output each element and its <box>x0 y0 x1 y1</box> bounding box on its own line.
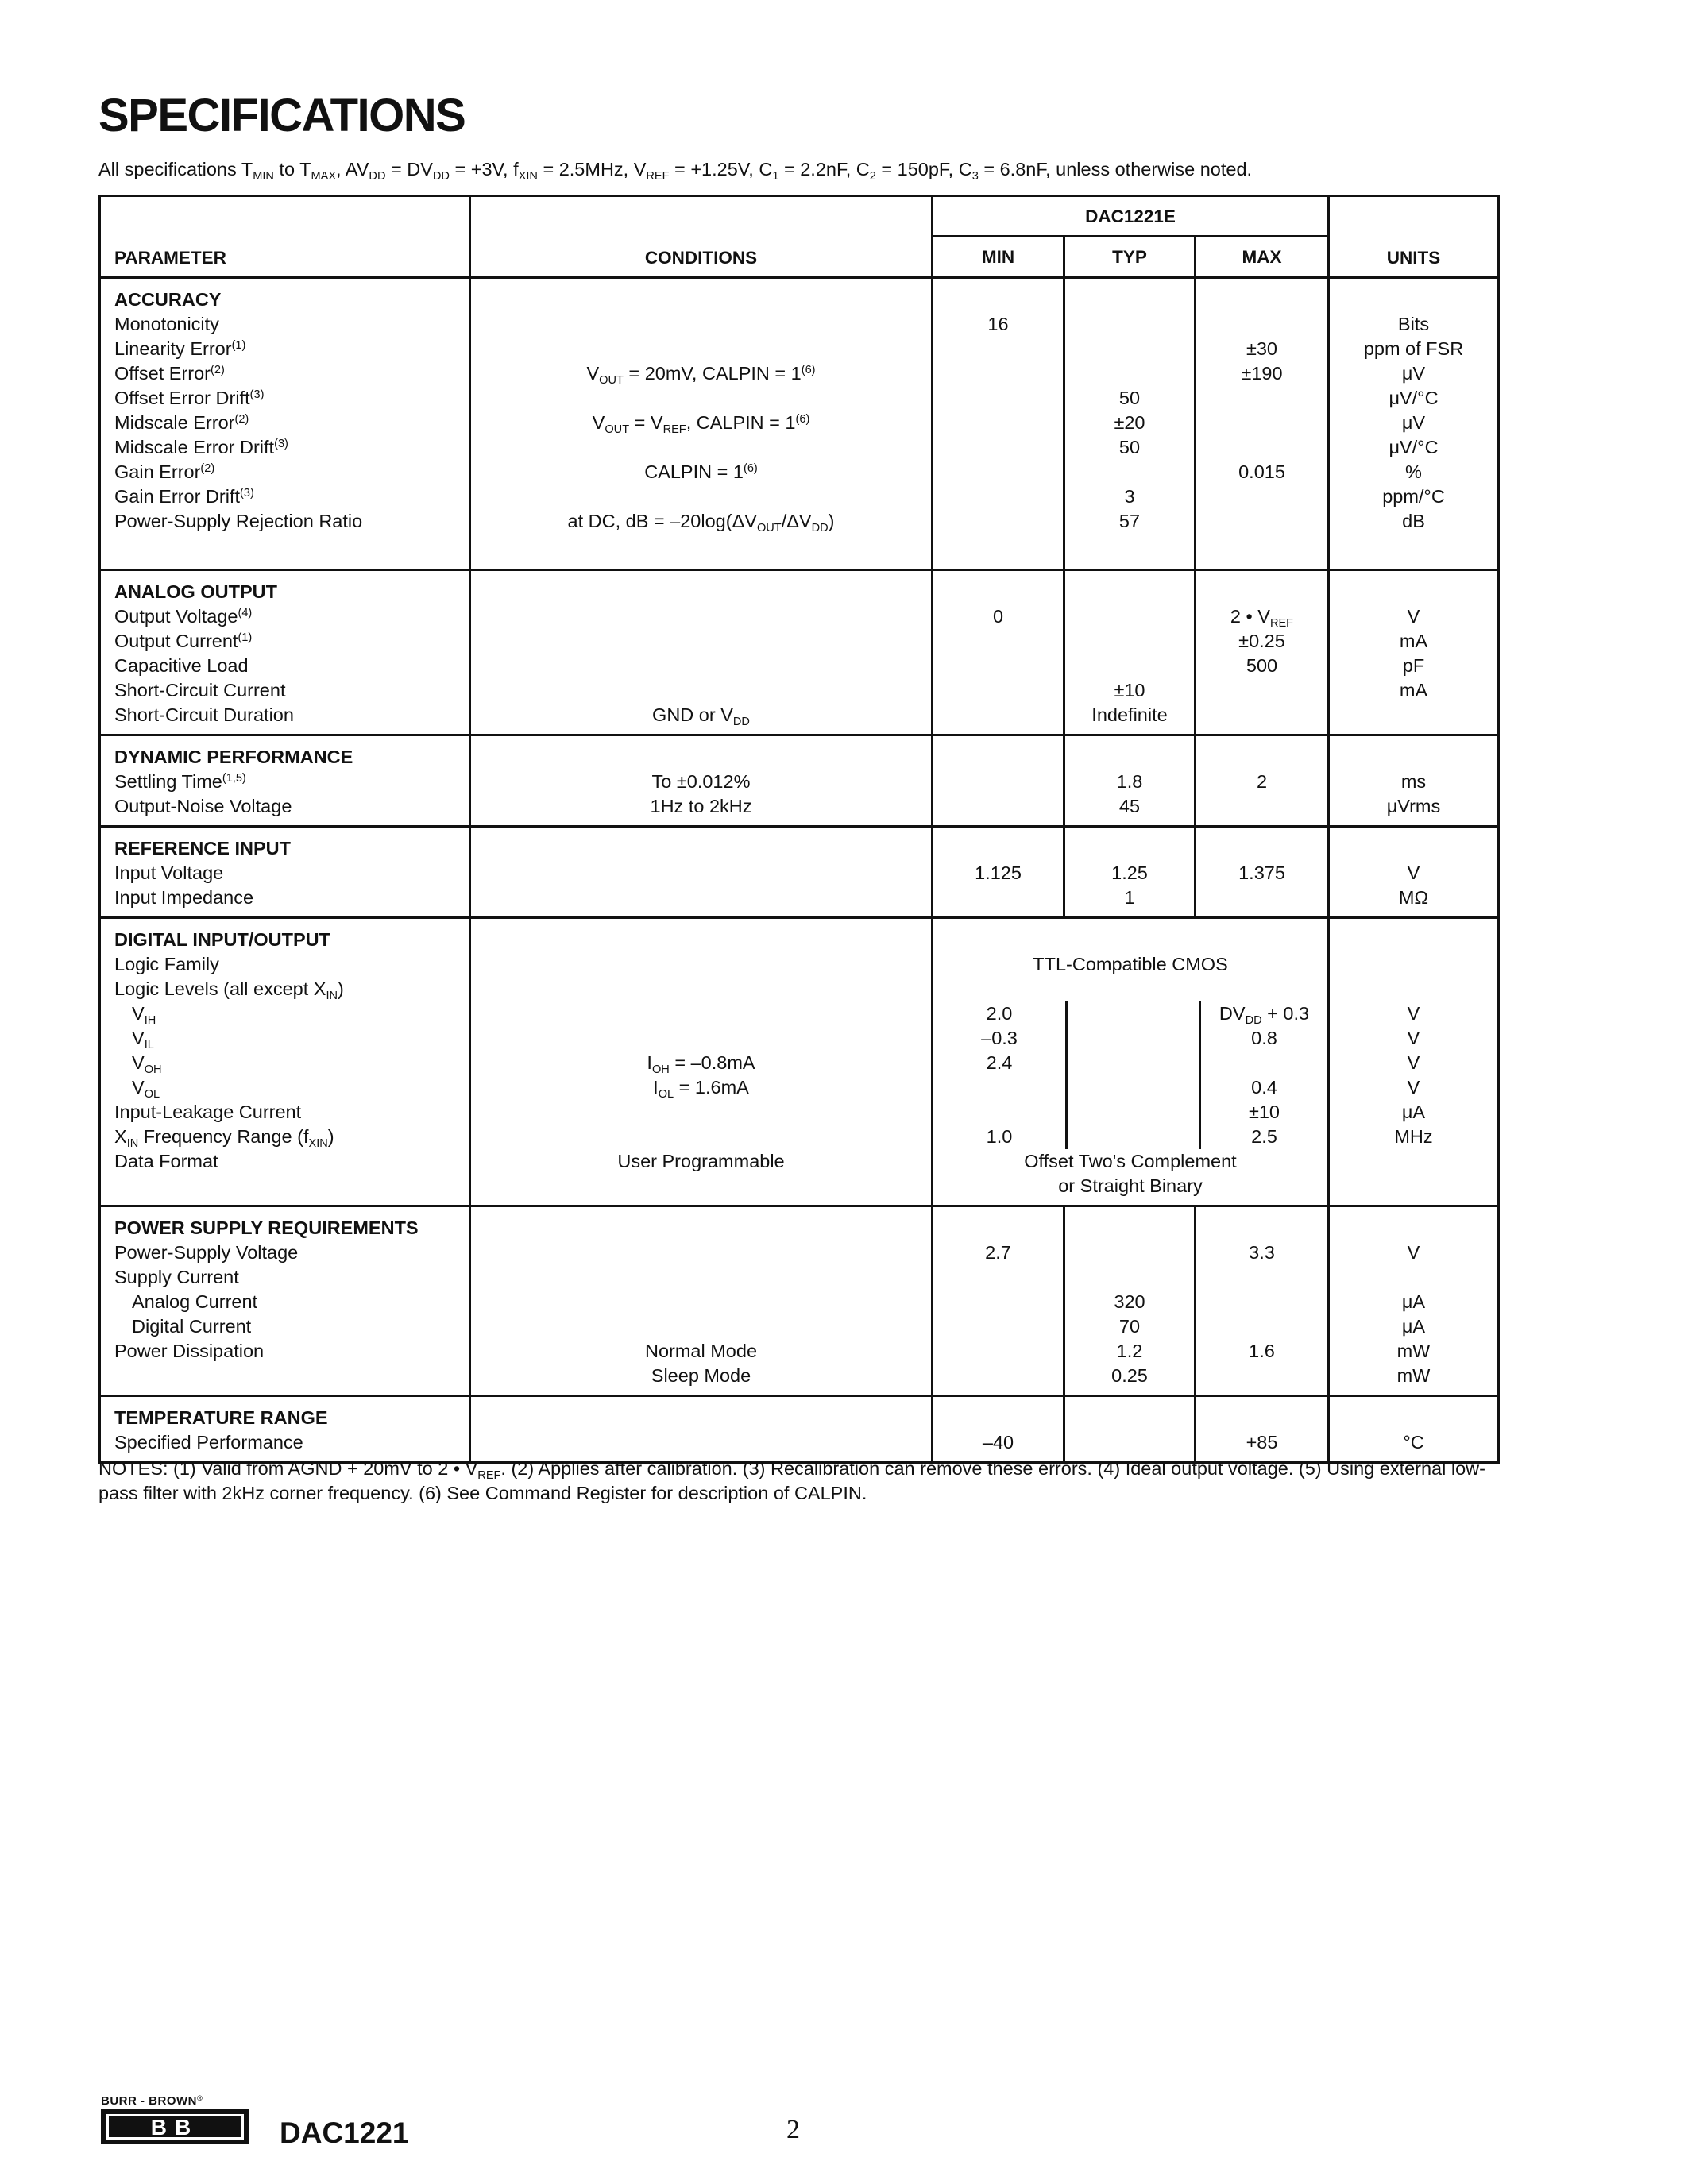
units-gain-drift: ppm/°C <box>1382 486 1445 507</box>
max-settling-time: 2 <box>1256 771 1268 792</box>
typ-input-impedance: 1 <box>1124 887 1135 908</box>
typ-short-circuit-current: ±10 <box>1114 680 1145 700</box>
min-temperature: –40 <box>982 1432 1014 1453</box>
header-units: UNITS <box>1329 196 1499 278</box>
header-typ: TYP <box>1064 237 1196 278</box>
param-data-format: Data Format <box>114 1151 218 1171</box>
param-short-circuit-duration: Short-Circuit Duration <box>114 704 294 725</box>
svg-text:BB: BB <box>150 2115 199 2140</box>
typ-psrr: 57 <box>1118 511 1141 531</box>
param-vol: $V_{OL}$ <box>132 1077 160 1102</box>
header-device: DAC1221E <box>933 196 1329 237</box>
bb-logo-icon <box>101 2109 249 2144</box>
max-temperature: +85 <box>1246 1432 1278 1453</box>
typ-normal-mode: 1.2 <box>1116 1341 1143 1361</box>
param-short-circuit-current: Short-Circuit Current <box>114 680 286 700</box>
param-supply-voltage: Power-Supply Voltage <box>114 1242 299 1263</box>
units-input-leakage: μA <box>1401 1102 1426 1122</box>
units-linearity: ppm of FSR <box>1363 338 1464 359</box>
data-format-value-1: Offset Two's Complement <box>1024 1151 1237 1171</box>
min-vil: –0.3 <box>981 1028 1018 1048</box>
param-input-voltage: Input Voltage <box>114 862 224 883</box>
param-xin-frequency: $X_{IN}$ Frequency Range $(f_{XIN})$ <box>114 1126 334 1151</box>
cond-voh: $I_{OH} = -0.8mA$ <box>647 1052 755 1077</box>
param-output-voltage: Output Voltage$^{(4)}$ <box>114 606 253 627</box>
section-title: ANALOG OUTPUT <box>114 581 277 602</box>
section-reference-input <box>100 827 1499 918</box>
cond-offset-error: $V_{OUT} = 20mV$, CALPIN = $1^{(6)}$ <box>586 363 816 388</box>
typ-digital-current: 70 <box>1118 1316 1141 1337</box>
min-output-voltage: 0 <box>992 606 1004 627</box>
section-title: ACCURACY <box>114 289 222 310</box>
param-gain-error: Gain Error$^{(2)}$ <box>114 461 215 482</box>
param-specified-performance: Specified Performance <box>114 1432 303 1453</box>
param-linearity-error: Linearity Error$^{(1)}$ <box>114 338 246 359</box>
section-title: POWER SUPPLY REQUIREMENTS <box>114 1217 419 1238</box>
header-conditions: CONDITIONS <box>470 196 933 278</box>
typ-midscale-error: ±20 <box>1114 412 1145 433</box>
units-midscale-drift: μV/°C <box>1389 437 1439 457</box>
min-voh: 2.4 <box>986 1052 1013 1073</box>
header-max: MAX <box>1196 237 1329 278</box>
param-supply-current: Supply Current <box>114 1267 239 1287</box>
param-vih: $V_{IH}$ <box>132 1003 156 1028</box>
param-voh: $V_{OH}$ <box>132 1052 162 1077</box>
units-output-noise: μVrms <box>1386 796 1441 816</box>
units-temperature: °C <box>1403 1432 1424 1453</box>
typ-offset-drift: 50 <box>1118 388 1141 408</box>
units-vil: V <box>1407 1028 1420 1048</box>
section-temperature-range <box>100 1396 1499 1463</box>
param-power-dissipation: Power Dissipation <box>114 1341 265 1361</box>
max-gain-error: 0.015 <box>1238 461 1285 482</box>
param-output-current: Output Current$^{(1)}$ <box>114 631 253 651</box>
param-digital-current: Digital Current <box>132 1316 252 1337</box>
units-midscale: μV <box>1401 412 1426 433</box>
param-analog-current: Analog Current <box>132 1291 258 1312</box>
param-logic-family: Logic Family <box>114 954 219 974</box>
max-vil: 0.8 <box>1251 1028 1277 1048</box>
cond-normal-mode: Normal Mode <box>644 1341 758 1361</box>
section-dynamic-performance <box>100 735 1499 827</box>
cond-data-format: User Programmable <box>617 1151 785 1171</box>
footer-part-number: DAC1221 <box>280 2116 409 2149</box>
data-format-value-2: or Straight Binary <box>1058 1175 1203 1196</box>
cond-midscale-error: $V_{OUT} = V_{REF}$, CALPIN = $1^{(6)}$ <box>592 412 810 437</box>
param-midscale-error-drift: Midscale Error Drift$^{(3)}$ <box>114 437 288 457</box>
min-input-voltage: 1.125 <box>975 862 1022 883</box>
max-normal-mode: 1.6 <box>1249 1341 1275 1361</box>
max-linearity-error: ±30 <box>1246 338 1278 359</box>
param-offset-error: Offset Error$^{(2)}$ <box>114 363 225 384</box>
section-power-supply <box>100 1206 1499 1396</box>
max-xin-frequency: 2.5 <box>1251 1126 1277 1147</box>
max-output-current: ±0.25 <box>1238 631 1285 651</box>
cond-output-noise: 1Hz to 2kHz <box>650 796 752 816</box>
section-analog-output <box>100 570 1499 735</box>
param-gain-error-drift: Gain Error Drift$^{(3)}$ <box>114 486 254 507</box>
max-capacitive-load: 500 <box>1246 655 1278 676</box>
max-input-voltage: 1.375 <box>1238 862 1285 883</box>
units-offset: μV <box>1401 363 1426 384</box>
units-xin-frequency: MHz <box>1394 1126 1433 1147</box>
param-offset-error-drift: Offset Error Drift$^{(3)}$ <box>114 388 265 408</box>
cond-short-circuit-duration: GND or $V_{DD}$ <box>652 704 750 729</box>
section-title: DIGITAL INPUT/OUTPUT <box>114 929 330 950</box>
page-title: SPECIFICATIONS <box>98 90 465 141</box>
units-input-impedance: MΩ <box>1398 887 1429 908</box>
param-logic-levels: Logic Levels (all except $X_{IN}$) <box>114 978 344 1003</box>
units-analog-current: μA <box>1401 1291 1426 1312</box>
max-offset-error: ±190 <box>1241 363 1283 384</box>
param-midscale-error: Midscale Error$^{(2)}$ <box>114 412 249 433</box>
typ-short-circuit-duration: Indefinite <box>1091 704 1168 725</box>
units-voh: V <box>1407 1052 1420 1073</box>
units-supply-voltage: V <box>1407 1242 1420 1263</box>
param-input-impedance: Input Impedance <box>114 887 254 908</box>
max-vih: $DV_{DD} + 0.3$ <box>1219 1003 1310 1028</box>
units-input-voltage: V <box>1407 862 1420 883</box>
page-number: 2 <box>786 2115 800 2144</box>
param-capacitive-load: Capacitive Load <box>114 655 249 676</box>
param-output-noise: Output-Noise Voltage <box>114 796 292 816</box>
section-digital-io <box>100 918 1499 1206</box>
notes: NOTES: (1) Valid from AGND + 20mV to 2 • $V_{REF}$. (2) Applies after calibration. (3) Recalibration can remove these errors. (4) Ideal output voltage. (5) Using external low-pass filter with 2kHz corner frequency. (6) See Command Register for description of CALPIN. <box>98 1458 1485 1503</box>
units-sleep-mode: mW <box>1396 1365 1431 1386</box>
test-conditions: All specifications $T_{MIN}$ to $T_{MAX}$, $AV_{DD} = DV_{DD} = +3V$, $f_{XIN} = 2.5MHz$, $V_{REF} = +1.25V$, $C_1 = 2.2nF$, $C_2 = 150pF$, $C_3 = 6.8nF$, unless otherwise noted. <box>98 159 1253 183</box>
typ-midscale-drift: 50 <box>1118 437 1141 457</box>
units-short-circuit-current: mA <box>1399 680 1428 700</box>
header-min: MIN <box>933 237 1064 278</box>
typ-gain-drift: 3 <box>1124 486 1135 507</box>
units-capacitive-load: pF <box>1402 655 1425 676</box>
section-title: REFERENCE INPUT <box>114 838 291 859</box>
max-output-voltage: 2 • $V_{REF}$ <box>1230 606 1294 631</box>
logic-family-value: TTL-Compatible CMOS <box>1033 954 1228 974</box>
units-gain: % <box>1405 461 1422 482</box>
section-title: TEMPERATURE RANGE <box>114 1407 328 1428</box>
param-settling-time: Settling Time$^{(1,5)}$ <box>114 771 246 792</box>
cond-gain-error: CALPIN = $1^{(6)}$ <box>644 461 758 482</box>
burr-brown-logo: BURR - BROWN® BB <box>101 2094 249 2144</box>
units-psrr: dB <box>1402 511 1425 531</box>
min-monotonicity: 16 <box>987 314 1009 334</box>
section-accuracy <box>100 278 1499 570</box>
units-settling-time: ms <box>1400 771 1427 792</box>
param-input-leakage: Input-Leakage Current <box>114 1102 302 1122</box>
units-output-current: mA <box>1399 631 1428 651</box>
units-normal-mode: mW <box>1396 1341 1431 1361</box>
min-vih: 2.0 <box>986 1003 1013 1024</box>
min-supply-voltage: 2.7 <box>985 1242 1011 1263</box>
max-input-leakage: ±10 <box>1248 1102 1280 1122</box>
header-parameter: PARAMETER <box>100 196 470 278</box>
min-xin-frequency: 1.0 <box>986 1126 1013 1147</box>
specifications-table <box>98 195 1500 1464</box>
units-offset-drift: μV/°C <box>1389 388 1439 408</box>
typ-analog-current: 320 <box>1114 1291 1145 1312</box>
typ-sleep-mode: 0.25 <box>1111 1365 1148 1386</box>
param-psrr: Power-Supply Rejection Ratio <box>114 511 363 531</box>
units-vol: V <box>1407 1077 1420 1098</box>
cond-psrr: at DC, dB = $-20\log(\Delta V_{OUT}/\Delta V_{DD})$ <box>567 511 835 535</box>
units-output-voltage: V <box>1407 606 1420 627</box>
typ-input-voltage: 1.25 <box>1111 862 1148 883</box>
units-digital-current: μA <box>1401 1316 1426 1337</box>
units-vih: V <box>1407 1003 1420 1024</box>
max-supply-voltage: 3.3 <box>1249 1242 1275 1263</box>
param-vil: $V_{IL}$ <box>132 1028 154 1052</box>
max-vol: 0.4 <box>1251 1077 1277 1098</box>
typ-settling-time: 1.8 <box>1116 771 1143 792</box>
units-monotonicity: Bits <box>1397 314 1430 334</box>
cond-vol: $I_{OL} = 1.6mA$ <box>653 1077 749 1102</box>
section-title: DYNAMIC PERFORMANCE <box>114 747 353 767</box>
typ-output-noise: 45 <box>1118 796 1141 816</box>
param-monotonicity: Monotonicity <box>114 314 219 334</box>
cond-sleep-mode: Sleep Mode <box>651 1365 751 1386</box>
cond-settling-time: To ±0.012% <box>651 771 751 792</box>
